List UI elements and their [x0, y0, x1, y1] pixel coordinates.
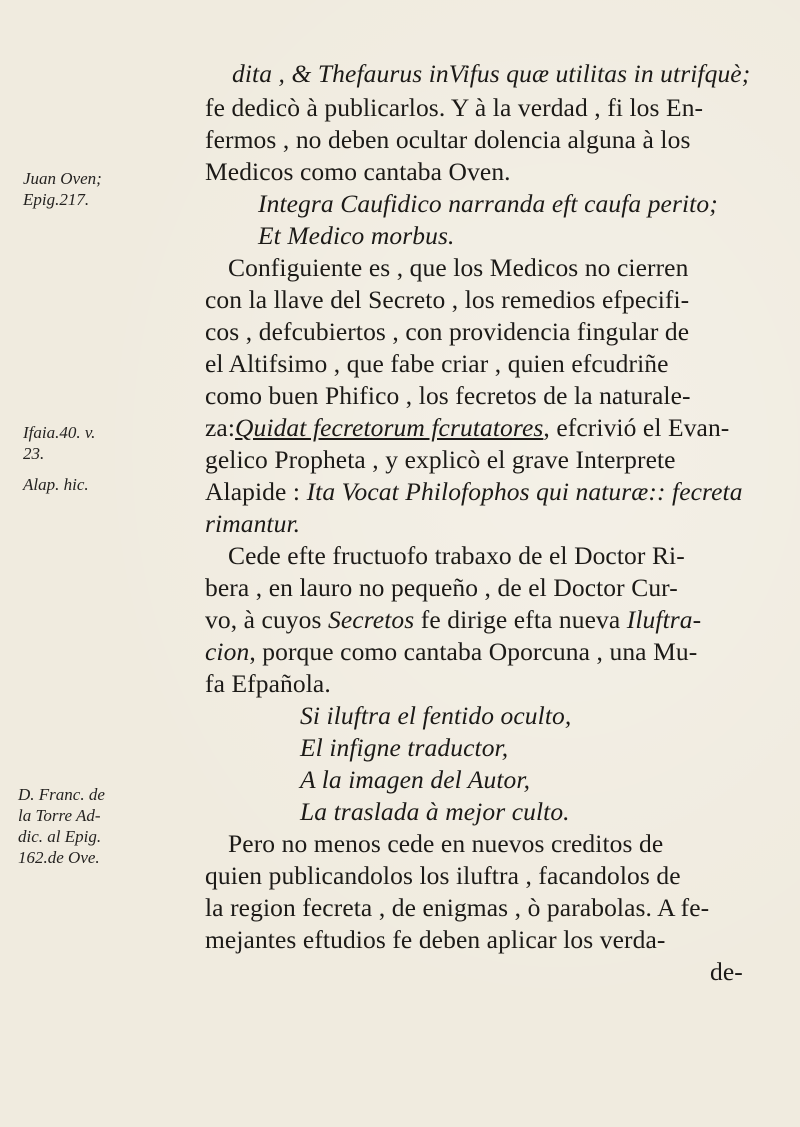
margin-note-line: Alap. hic.	[23, 475, 89, 494]
margin-note-alapide	[23, 474, 89, 495]
margin-note-line: 23.	[23, 444, 45, 463]
quote-span: Ita Vocat Philofophos qui naturæ:: fecreta	[306, 477, 743, 506]
text-line	[205, 604, 701, 636]
text-line: rimantur.	[205, 509, 301, 538]
text-line: fa Efpañola.	[205, 669, 331, 698]
quote-span: Quidat fecretorum fcrutatores	[235, 413, 544, 442]
text-span: , porque como cantaba Oporcuna , una Mu-	[249, 637, 698, 666]
text-line: cos , defcubiertos , con providencia fingular de	[205, 317, 690, 346]
text-span: fe dirige efta nueva	[420, 605, 621, 634]
margin-note-line: 162.de Ove.	[18, 848, 100, 867]
text-span: Alapide :	[205, 477, 301, 506]
verse-line: A la imagen del Autor,	[300, 765, 531, 794]
margin-note-line: dic. al Epig.	[18, 827, 102, 846]
catchword: de-	[710, 957, 743, 986]
text-line: Configuiente es , que los Medicos no cierren	[228, 253, 689, 282]
text-line	[205, 476, 743, 508]
verse-line: El infigne traductor,	[300, 733, 509, 762]
text-line: Cede efte fructuofo trabaxo de el Doctor Ri-	[228, 541, 685, 570]
text-line	[205, 636, 697, 668]
margin-note-torre	[18, 784, 105, 868]
italic-span: Iluftra-	[626, 605, 702, 634]
text-line: fe dedicò à publicarlos. Y à la verdad , fi los En-	[205, 93, 704, 122]
text-line: con la llave del Secreto , los remedios efpecifi-	[205, 285, 690, 314]
text-line: fermos , no deben ocultar dolencia alguna à los	[205, 125, 691, 154]
text-line: bera , en lauro no pequeño , de el Doctor Cur-	[205, 573, 678, 602]
text-line: Medicos como cantaba Oven.	[205, 157, 511, 186]
margin-note-line: Epig.217.	[23, 190, 90, 209]
margin-note-line: la Torre Ad-	[18, 806, 101, 825]
italic-span: cion	[205, 637, 250, 666]
text-line: el Altifsimo , que fabe criar , quien efcudriñe	[205, 349, 669, 378]
margin-note-line: Ifaia.40. v.	[23, 423, 96, 442]
text-span: za:	[205, 413, 236, 442]
text-line	[205, 412, 729, 444]
text-line: gelico Propheta , y explicò el grave Interprete	[205, 445, 676, 474]
verse-line: Si iluftra el fentido oculto,	[300, 701, 572, 730]
margin-note-line: D. Franc. de	[18, 785, 105, 804]
text-line: como buen Phifico , los fecretos de la naturale-	[205, 381, 691, 410]
text-line: la region fecreta , de enigmas , ò parabolas. A fe-	[205, 893, 710, 922]
text-line: quien publicandolos los iluftra , facandolos de	[205, 861, 681, 890]
text-span: vo, à cuyos	[205, 605, 322, 634]
text-line: mejantes eftudios fe deben aplicar los verda-	[205, 925, 666, 954]
text-span: , efcrivió el Evan-	[543, 413, 730, 442]
margin-note-line: Juan Oven;	[23, 169, 102, 188]
italic-span: Secretos	[328, 605, 415, 634]
text-line: dita , & Thefaurus inVifus quæ utilitas in utrifquè;	[232, 59, 751, 88]
verse-line: La traslada à mejor culto.	[300, 797, 570, 826]
verse-line: Et Medico morbus.	[258, 221, 455, 250]
text-line: Pero no menos cede en nuevos creditos de	[228, 829, 664, 858]
margin-note-oven	[23, 168, 102, 210]
margin-note-isaias	[23, 422, 95, 464]
verse-line: Integra Caufidico narranda eft caufa perito;	[258, 189, 718, 218]
